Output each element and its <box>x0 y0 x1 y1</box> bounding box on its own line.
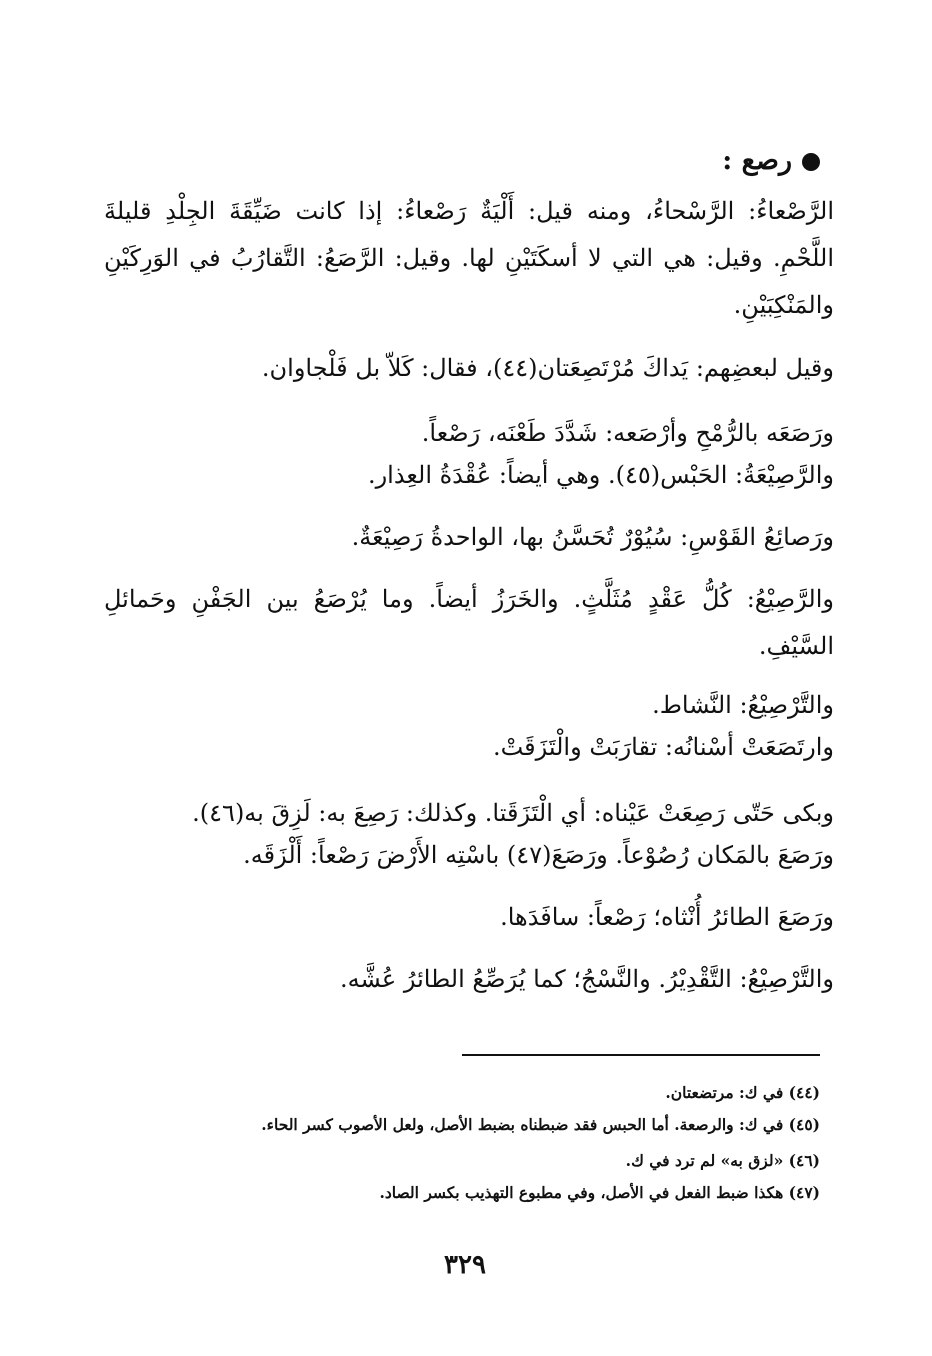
footnote-separator <box>462 1054 820 1056</box>
footnote-44: (٤٤) في ك: مرتضعتان. <box>665 1083 820 1102</box>
paragraph-2: وقيل لبعضِهم: يَداكَ مُرْتَصِعَتان(٤٤)، فقال: كَلاّ بل فَلْجاوان. <box>261 354 834 382</box>
footnote-46: (٤٦) «لزق به» لم ترد في ك. <box>625 1151 820 1170</box>
footnote-45: (٤٥) في ك: والرصعة. أما الحبس فقد ضبطناه بضبط الأصل، ولعل الأصوب كسر الحاء. <box>261 1115 820 1134</box>
page-number: ٣٢٩ <box>444 1250 486 1280</box>
paragraph-6: والرَّصِيْعُ: كُلُّ عَقْدٍ مُثَلَّثٍ. والخَرَزُ أيضاً. وما يُرْصَعُ بين الجَفْنِ وحَمائلِ السَّيْفِ. <box>104 585 834 660</box>
entry-heading <box>420 140 820 182</box>
paragraph-8: وارتَصَعَتْ أسْنانُه: تقارَبَتْ والْتَزَقَتْ. <box>492 733 834 761</box>
paragraph-10: ورَصَعَ بالمَكان رُصُوْعاً. ورَصَعَ(٤٧) باسْتِه الأَرْضَ رَصْعاً: أَلْزَقَه. <box>243 841 834 869</box>
paragraph-7: والتَّرْصِيْعُ: النَّشاط. <box>652 691 834 719</box>
paragraph-1: الرَّصْعاءُ: الرَّسْحاءُ، ومنه قيل: أَلْيَةٌ رَصْعاءُ: إذا كانت ضَيِّقَةَ الجِلْدِ قليلةَ اللَّحْمِ. وقيل: هي التي لا أسكَتَيْنِ لها. وقيل: الرَّصَعُ: التَّقارُبُ في الوَرِكَيْنِ والمَنْكِبَيْنِ. <box>104 197 834 319</box>
paragraph-4: والرَّصِيْعَةُ: الحَبْس(٤٥). وهي أيضاً: عُقْدَةُ العِذار. <box>367 461 834 489</box>
paragraph-9: وبكى حَتّى رَصِعَتْ عَيْناه: أي الْتَزَقَتا. وكذلك: رَصِعَ به: لَزِقَ به(٤٦). <box>192 799 834 827</box>
paragraph-3: ورَصَعَه بالرُّمْحِ وأرْصَعه: شَدَّدَ طَعْنَه، رَصْعاً. <box>421 419 834 447</box>
bullet-icon <box>802 153 820 171</box>
paragraph-12: والتَّرْصِيْعُ: التَّقْدِيْرُ. والنَّسْجُ؛ كما يُرَصِّعُ الطائرُ عُشَّه. <box>340 965 834 993</box>
footnote-47: (٤٧) هكذا ضبط الفعل في الأصل، وفي مطبوع التهذيب بكسر الصاد. <box>379 1183 820 1202</box>
paragraph-5: ورَصائِعُ القَوْسِ: سُيُوْرٌ تُحَسَّنُ بها، الواحدةُ رَصِيْعَةٌ. <box>351 523 834 551</box>
paragraph-11: ورَصَعَ الطائرُ أُنْثاه؛ رَصْعاً: سافَدَها. <box>500 903 834 931</box>
entry-heading-text: رصع : <box>722 145 792 176</box>
